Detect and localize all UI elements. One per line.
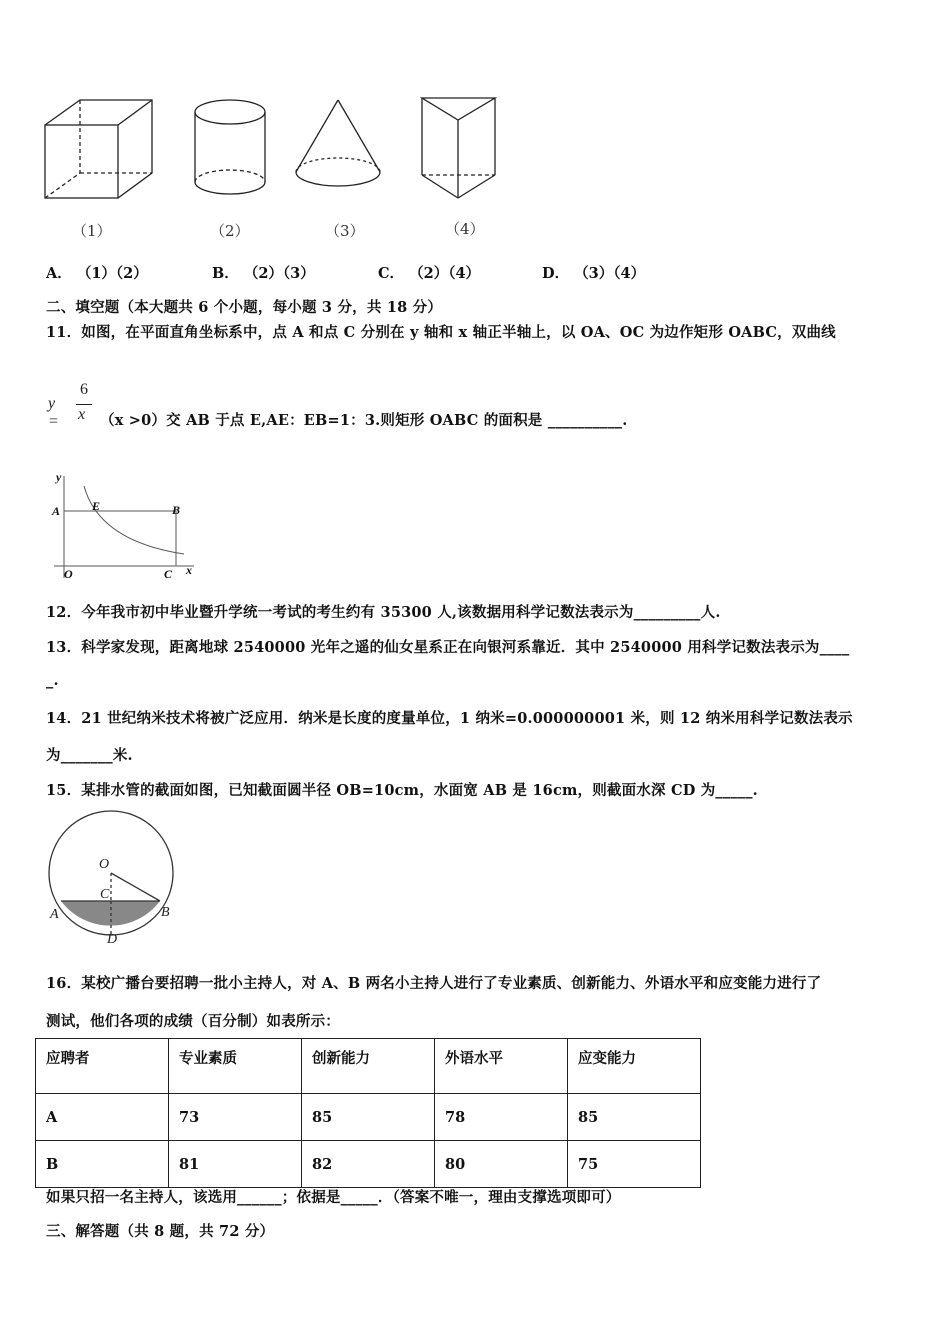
circle-c-label: C	[100, 887, 110, 902]
figure-label-1: （1）	[72, 222, 112, 240]
table-header: 专业素质	[169, 1039, 302, 1094]
table-cell: 85	[302, 1094, 435, 1141]
q13-text-cont: _.	[46, 672, 59, 689]
section3-heading: 三、解答题（共 8 题，共 72 分）	[46, 1223, 275, 1240]
table-header-row	[36, 1039, 701, 1094]
formula-denominator: x	[78, 406, 86, 423]
q16-text-cont: 测试，他们各项的成绩（百分制）如表所示：	[46, 1013, 340, 1030]
cylinder-figure	[195, 100, 265, 194]
pipe-cross-section	[44, 806, 179, 946]
table-row	[36, 1094, 701, 1141]
q11-text: 11．如图，在平面直角坐标系中，点 A 和点 C 分别在 y 轴和 x 轴正半轴上，以 OA、OC 为边作矩形 OABC，双曲线	[46, 324, 836, 341]
circle-b-label: B	[161, 905, 170, 920]
q14-text: 14．21 世纪纳米技术将被广泛应用．纳米是长度的度量单位，1 纳米=0.000000001 米，则 12 纳米用科学记数法表示	[46, 710, 853, 727]
table-row	[36, 1141, 701, 1188]
table-cell: 78	[435, 1094, 568, 1141]
table-cell: 75	[568, 1141, 701, 1188]
figure-label-3: （3）	[325, 222, 365, 240]
table-header: 外语水平	[435, 1039, 568, 1094]
formula-numerator: 6	[80, 381, 88, 398]
circle-d-label: D	[107, 932, 118, 946]
q16-text: 16．某校广播台要招聘一批小主持人，对 A、B 两名小主持人进行了专业素质、创新能力、外语水平和应变能力进行了	[46, 975, 822, 992]
table-header: 应变能力	[568, 1039, 701, 1094]
q13-text: 13．科学家发现，距离地球 2540000 光年之遥的仙女星系正在向银河系靠近．其中 2540000 用科学记数法表示为____	[46, 639, 850, 656]
graph-x-label: x	[186, 563, 192, 577]
cube-figure	[45, 100, 152, 198]
table-header: 创新能力	[302, 1039, 435, 1094]
graph-o-label: O	[64, 567, 73, 581]
q11-text-cont: （x >0）交 AB 于点 E,AE：EB=1：3.则矩形 OABC 的面积是 __________.	[100, 412, 628, 429]
table-cell: 81	[169, 1141, 302, 1188]
prism-figure	[422, 98, 495, 198]
graph-y-label: y	[56, 470, 62, 484]
table-cell: 80	[435, 1141, 568, 1188]
circle-a-label: A	[50, 907, 59, 922]
graph-a-label: A	[52, 504, 61, 518]
q14-text-cont: 为_______米.	[46, 747, 133, 764]
option-c: C． （2）（4）	[378, 265, 481, 282]
table-cell: A	[36, 1094, 169, 1141]
formula-lhs: y =	[48, 395, 59, 430]
graph-b-label: B	[172, 503, 181, 517]
table-cell: 73	[169, 1094, 302, 1141]
cone-figure	[296, 100, 380, 186]
table-cell: B	[36, 1141, 169, 1188]
q15-text: 15．某排水管的截面如图，已知截面圆半径 OB=10cm，水面宽 AB 是 16cm，则截面水深 CD 为_____.	[46, 782, 758, 799]
circle-o-label: O	[99, 857, 110, 872]
table-cell: 82	[302, 1141, 435, 1188]
table-cell: 85	[568, 1094, 701, 1141]
option-b: B． （2）（3）	[212, 265, 315, 282]
fraction-bar	[76, 404, 92, 405]
table-header: 应聘者	[36, 1039, 169, 1094]
graph-c-label: C	[164, 567, 173, 581]
graph-e-label: E	[92, 499, 101, 513]
q16-followup: 如果只招一名主持人，该选用______；依据是_____．（答案不唯一，理由支撑选项即可）	[46, 1189, 621, 1206]
solid-figures	[40, 90, 510, 215]
q12-text: 12．今年我市初中毕业暨升学统一考试的考生约有 35300 人,该数据用科学记数法表示为_________人.	[46, 604, 721, 621]
section2-heading: 二、填空题（本大题共 6 个小题，每小题 3 分，共 18 分）	[46, 299, 443, 316]
scores-table	[35, 1038, 701, 1188]
option-a: A． （1）（2）	[46, 265, 148, 282]
figure-label-2: （2）	[210, 222, 250, 240]
option-d: D． （3）（4）	[542, 265, 646, 282]
figure-label-4: （4）	[445, 220, 485, 238]
hyperbola-graph	[44, 466, 204, 584]
